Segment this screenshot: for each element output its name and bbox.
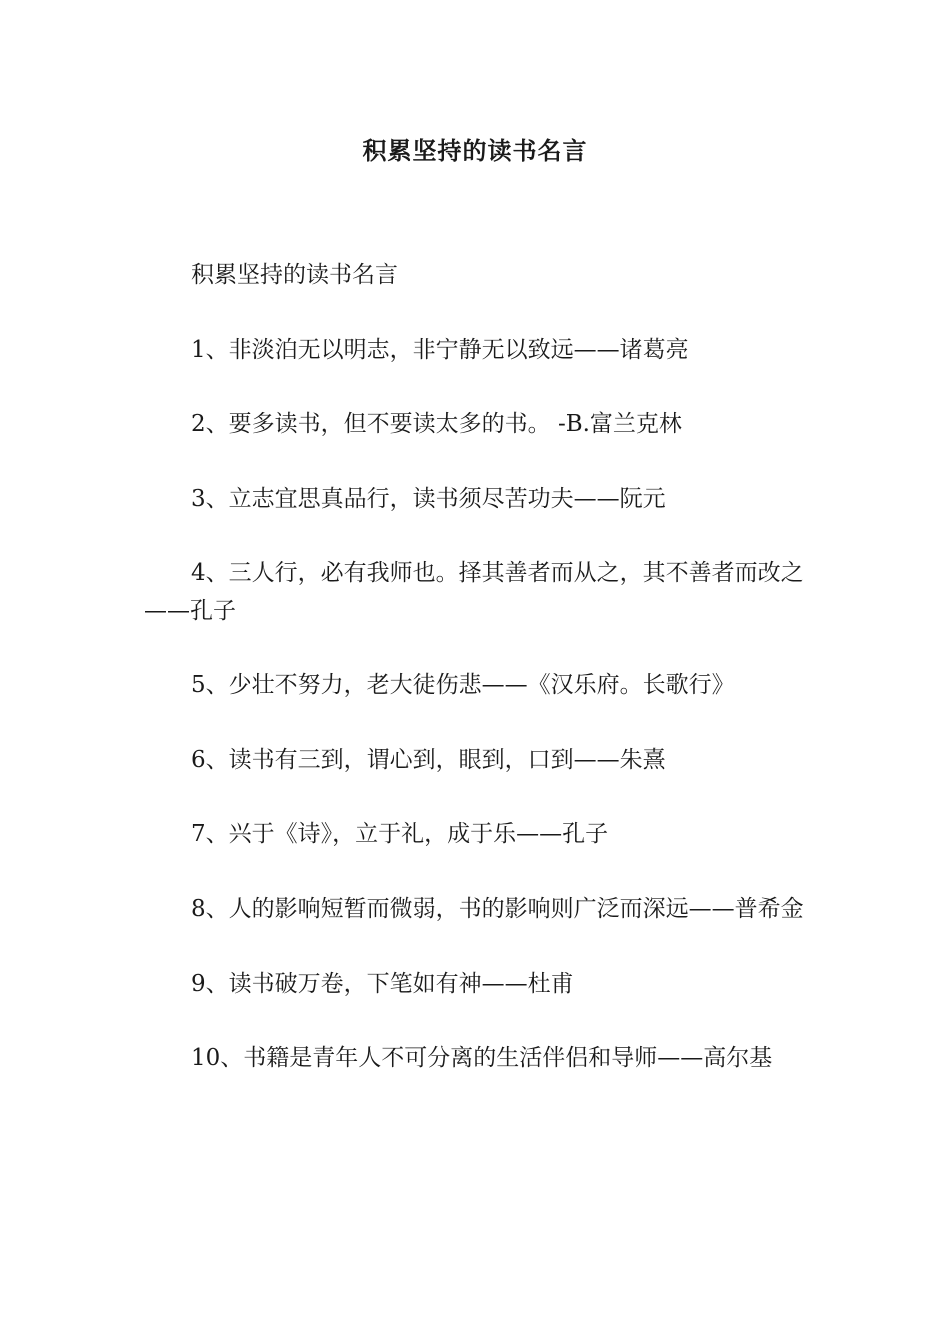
document-body bbox=[144, 257, 810, 1115]
quote-paragraph-1: 1、非淡泊无以明志，非宁静无以致远——诸葛亮 bbox=[191, 336, 689, 363]
quote-paragraph-7: 7、兴于《诗》，立于礼，成于乐——孔子 bbox=[191, 821, 609, 848]
subtitle-paragraph: 积累坚持的读书名言 bbox=[191, 262, 398, 288]
quote-paragraph-10: 10、书籍是青年人不可分离的生活伴侣和导师——高尔基 bbox=[191, 1045, 773, 1072]
quote-paragraph-6: 6、读书有三到，谓心到，眼到，口到——朱熹 bbox=[191, 746, 666, 773]
quote-paragraph-2: 2、要多读书，但不要读太多的书。 -B.富兰克林 bbox=[191, 411, 682, 438]
document-title: 积累坚持的读书名言 bbox=[362, 136, 588, 165]
quote-paragraph-5: 5、少壮不努力，老大徒伤悲——《汉乐府。长歌行》 bbox=[191, 672, 735, 699]
quote-paragraph-3: 3、立志宜思真品行，读书须尽苦功夫——阮元 bbox=[191, 485, 666, 512]
quote-paragraph-9: 9、读书破万卷，下笔如有神——杜甫 bbox=[191, 970, 574, 997]
quote-paragraph-4: 4、三人行，必有我师也。择其善者而从之，其不善者而改之——孔子 bbox=[144, 560, 804, 624]
quote-paragraph-8: 8、人的影响短暂而微弱，书的影响则广泛而深远——普希金 bbox=[191, 896, 804, 923]
